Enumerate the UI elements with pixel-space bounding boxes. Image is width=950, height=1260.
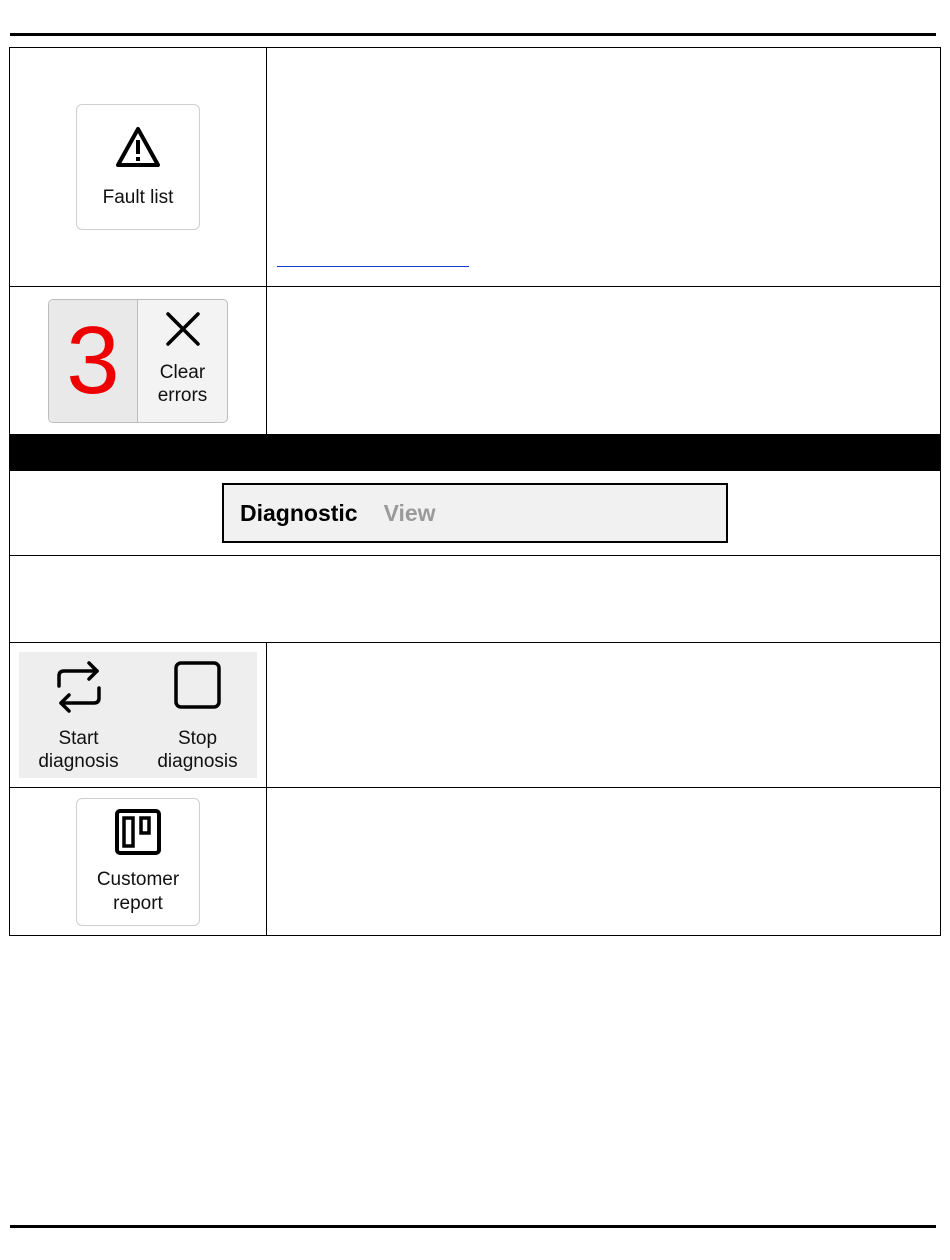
- clear-errors-cell: [10, 287, 267, 435]
- customer-report-label-line2: report: [113, 893, 163, 914]
- tab-view[interactable]: View: [383, 499, 436, 526]
- section-band-cell: [10, 435, 941, 471]
- customer-report-button[interactable]: [76, 798, 200, 926]
- error-count-badge: 3: [49, 300, 138, 422]
- diagnosis-controls-cell: [10, 643, 267, 788]
- table-row: [10, 471, 941, 556]
- customer-report-label-line1: Customer: [96, 869, 180, 890]
- table-row: [10, 556, 941, 643]
- repeat-arrows-icon: [53, 658, 105, 721]
- fault-list-label: Fault list: [102, 186, 174, 208]
- clear-errors-button[interactable]: [138, 300, 227, 422]
- customer-report-label: [97, 868, 179, 916]
- view-toggle: [222, 483, 728, 543]
- warning-triangle-icon: [114, 125, 162, 176]
- stop-diagnosis-label: [157, 727, 237, 773]
- stop-diagnosis-label-line2: diagnosis: [157, 751, 238, 772]
- stop-diagnosis-label-line1: Stop: [177, 728, 218, 749]
- view-toggle-cell: [10, 471, 941, 556]
- top-rule: [10, 33, 936, 36]
- start-diagnosis-button[interactable]: [19, 652, 138, 778]
- description-cell: [10, 556, 941, 643]
- clear-errors-label: [158, 361, 208, 407]
- table-row: [10, 48, 941, 287]
- start-diagnosis-label-line2: diagnosis: [38, 751, 119, 772]
- stop-diagnosis-button[interactable]: [138, 652, 257, 778]
- stop-square-icon: [172, 658, 224, 721]
- reference-table: [9, 47, 941, 936]
- customer-report-description: [267, 788, 941, 936]
- start-diagnosis-label-line1: Start: [58, 728, 99, 749]
- diagnosis-controls: [19, 652, 257, 778]
- clear-errors-widget: [48, 299, 228, 423]
- report-board-icon: [113, 807, 163, 862]
- clear-errors-description: [267, 287, 941, 435]
- table-row: [10, 788, 941, 936]
- section-band: [10, 435, 941, 471]
- fault-list-description: [267, 48, 941, 287]
- tab-diagnostic[interactable]: Diagnostic: [240, 499, 358, 526]
- close-x-icon: [164, 310, 202, 353]
- start-diagnosis-label: [38, 727, 118, 773]
- customer-report-cell: [10, 788, 267, 936]
- fault-list-cell: [10, 48, 267, 287]
- diagnosis-description: [267, 643, 941, 788]
- table-row: [10, 643, 941, 788]
- table-row: [10, 287, 941, 435]
- hyperlink[interactable]: [277, 265, 469, 267]
- clear-errors-label-line1: Clear: [159, 361, 206, 383]
- fault-list-button[interactable]: [76, 104, 200, 230]
- clear-errors-label-line2: errors: [157, 384, 208, 406]
- bottom-rule: [10, 1225, 936, 1228]
